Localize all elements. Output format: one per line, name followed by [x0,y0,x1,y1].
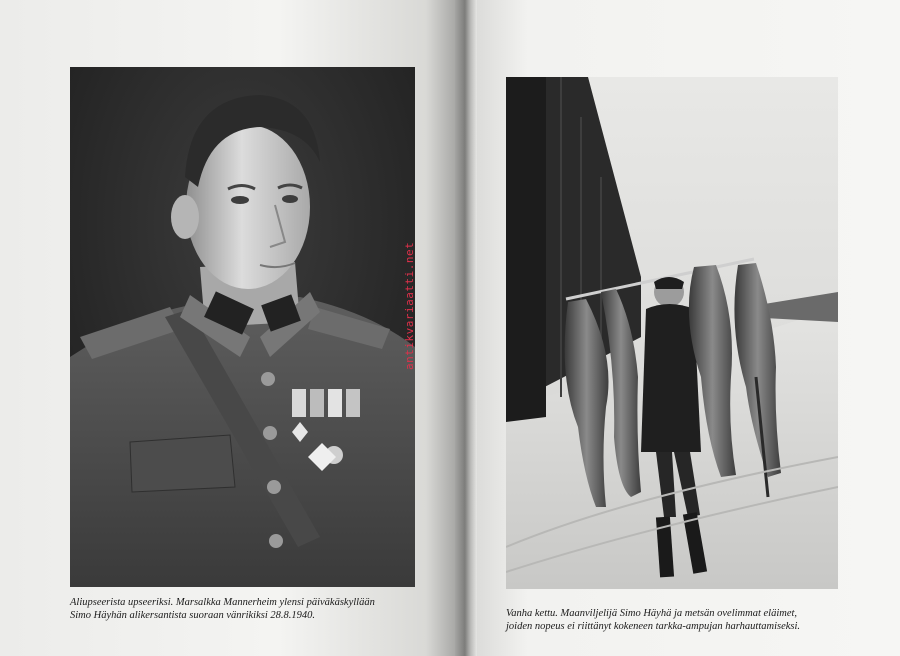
portrait-photo [70,67,415,587]
left-caption-line: Aliupseerista upseeriksi. Marsalkka Mannerheim ylensi päiväkäskyllään [70,597,375,608]
right-caption-line: joiden nopeus ei riittänyt kokeneen tarkka-ampujan harhauttamiseksi. [506,621,801,632]
right-caption-line: Vanha kettu. Maanviljelijä Simo Häyhä ja metsän ovelimmat eläimet, [506,608,798,619]
book-gutter [455,0,477,656]
hunter-photo [506,77,838,589]
watermark-text: antikvariaatti.net [403,241,416,370]
right-caption [506,607,846,633]
left-caption [70,596,415,622]
left-caption-line: Simo Häyhän alikersantista suoraan vänrikiksi 28.8.1940. [70,610,315,621]
